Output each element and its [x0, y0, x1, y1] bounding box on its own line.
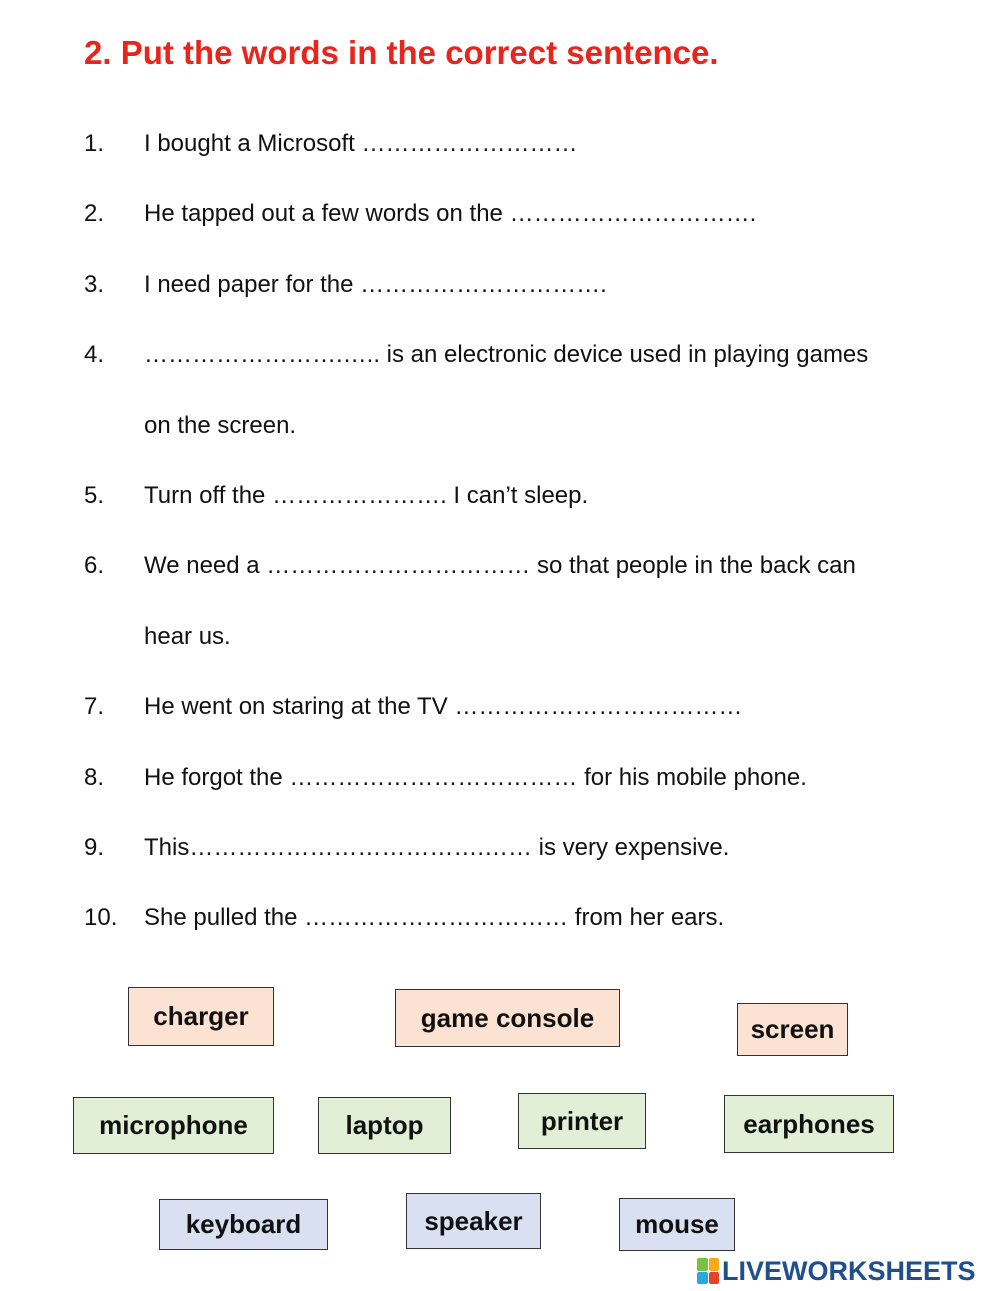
- question-4-text-line-2: on the screen.: [144, 412, 297, 439]
- word-earphones[interactable]: earphones: [724, 1095, 894, 1153]
- question-3-text: I need paper for the ………………………….: [144, 271, 607, 298]
- question-5-text: Turn off the …………………. I can’t sleep.: [144, 482, 589, 509]
- question-6-text-line-1: We need a …………………………… so that people in the back can: [144, 552, 856, 579]
- question-2-number: 2.: [84, 200, 105, 227]
- question-6-number: 6.: [84, 552, 105, 579]
- word-laptop[interactable]: laptop: [318, 1097, 451, 1154]
- question-1-text: I bought a Microsoft ………………………: [144, 130, 578, 157]
- question-5-number: 5.: [84, 482, 105, 509]
- logo-mark-icon: [697, 1258, 719, 1284]
- question-10-text: She pulled the …………………………… from her ears.: [144, 904, 725, 931]
- word-microphone[interactable]: microphone: [73, 1097, 274, 1154]
- question-3-number: 3.: [84, 271, 105, 298]
- liveworksheets-logo: [697, 1256, 993, 1286]
- question-1-number: 1.: [84, 130, 105, 157]
- question-8-number: 8.: [84, 764, 105, 791]
- question-6-text-line-2: hear us.: [144, 623, 231, 650]
- word-mouse[interactable]: mouse: [619, 1198, 735, 1251]
- question-9-number: 9.: [84, 834, 105, 861]
- question-10-number: 10.: [84, 904, 118, 931]
- question-8-text: He forgot the ……………………………… for his mobile phone.: [144, 764, 807, 791]
- word-keyboard[interactable]: keyboard: [159, 1199, 328, 1250]
- word-game-console[interactable]: game console: [395, 989, 620, 1047]
- logo-text: LIVEWORKSHEETS: [722, 1255, 976, 1286]
- question-9-text: This……………………………….…… is very expensive.: [144, 834, 730, 861]
- word-speaker[interactable]: speaker: [406, 1193, 541, 1249]
- question-4-number: 4.: [84, 341, 105, 368]
- question-4-text-line-1: …………………….….. is an electronic device used in playing games: [144, 341, 869, 368]
- worksheet-title: 2. Put the words in the correct sentence.: [84, 34, 719, 71]
- question-2-text: He tapped out a few words on the ………………………….: [144, 200, 757, 227]
- word-charger[interactable]: charger: [128, 987, 274, 1046]
- question-7-text: He went on staring at the TV ………………………………: [144, 693, 743, 720]
- word-screen[interactable]: screen: [737, 1003, 848, 1056]
- word-printer[interactable]: printer: [518, 1093, 646, 1149]
- question-7-number: 7.: [84, 693, 105, 720]
